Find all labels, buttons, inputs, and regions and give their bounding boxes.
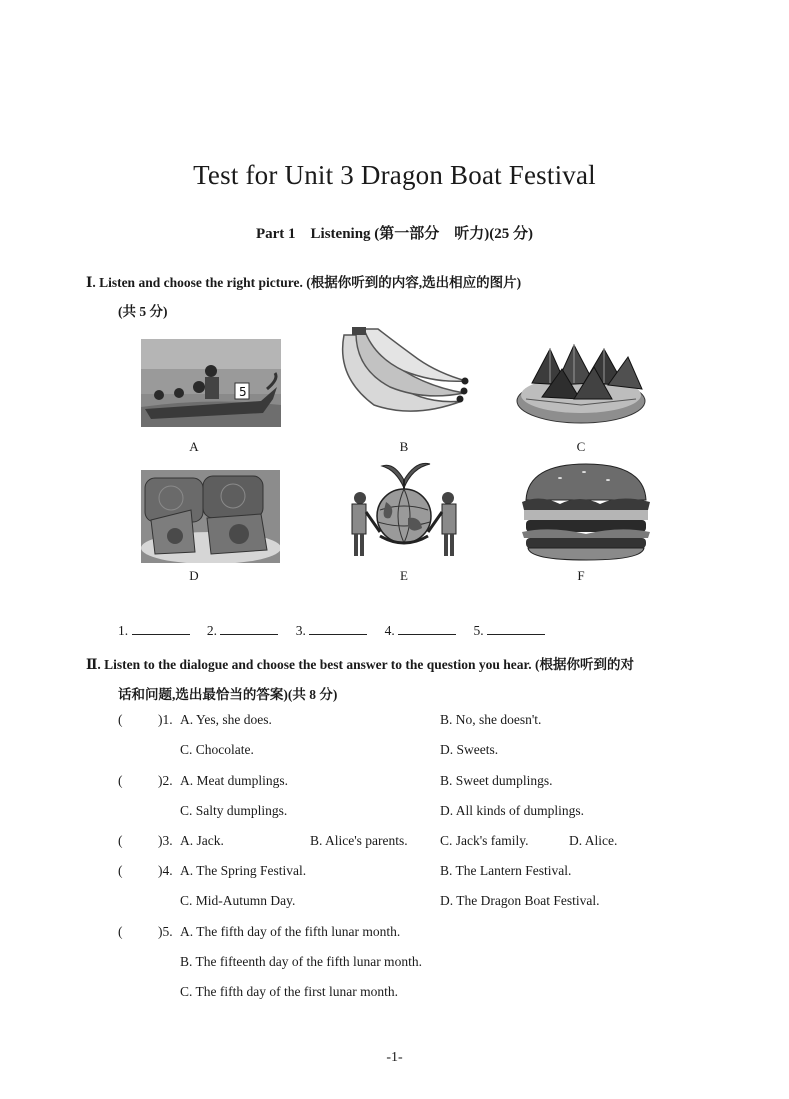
q3-number: )3.: [158, 833, 173, 848]
page-number: -1-: [386, 1050, 403, 1065]
answer-blank-5[interactable]: [487, 622, 545, 635]
q2-option-d: D. All kinds of dumplings.: [440, 803, 585, 818]
picture-label-e: E: [400, 568, 408, 583]
answer-blank-2[interactable]: [220, 622, 278, 635]
picture-e-globe-people: [346, 458, 462, 564]
picture-label-f: F: [577, 568, 585, 583]
picture-label-d: D: [189, 568, 199, 583]
q2-option-c: C. Salty dumplings.: [180, 803, 288, 818]
picture-b-bananas: [334, 327, 470, 417]
q3-option-d: D. Alice.: [569, 833, 618, 848]
q1-option-c: C. Chocolate.: [180, 742, 254, 757]
answer-blank-3[interactable]: [309, 622, 367, 635]
section2-heading-line1: Ⅱ. Listen to the dialogue and choose the best answer to the question you hear. (根据你听到的对: [86, 657, 635, 672]
blank-number-4: 4.: [384, 623, 395, 638]
section1-heading: Ⅰ. Listen and choose the right picture. (根据你听到的内容,选出相应的图片): [86, 275, 522, 290]
picture-d-mooncakes: [141, 470, 280, 563]
picture-f-hamburger: [520, 462, 652, 562]
q4-number: )4.: [158, 863, 173, 878]
q5-number: )5.: [158, 924, 173, 939]
page-title: Test for Unit 3 Dragon Boat Festival: [193, 160, 596, 190]
picture-c-zongzi: [512, 339, 650, 427]
q4-option-c: C. Mid-Autumn Day.: [180, 893, 296, 908]
q1-number: )1.: [158, 712, 173, 727]
q5-paren[interactable]: (: [118, 924, 123, 939]
answer-blanks-row: [118, 622, 559, 639]
q4-option-b: B. The Lantern Festival.: [440, 863, 572, 878]
blank-number-5: 5.: [473, 623, 484, 638]
q2-option-b: B. Sweet dumplings.: [440, 773, 553, 788]
q3-option-b: B. Alice's parents.: [310, 833, 408, 848]
blank-number-3: 3.: [295, 623, 306, 638]
blank-number-2: 2.: [206, 623, 217, 638]
q5-option-b: B. The fifteenth day of the fifth lunar month.: [180, 954, 422, 969]
svg-text:5: 5: [239, 385, 247, 399]
picture-label-b: B: [399, 439, 409, 454]
blank-number-1: 1.: [118, 623, 129, 638]
q4-paren[interactable]: (: [118, 863, 123, 878]
answer-blank-4[interactable]: [398, 622, 456, 635]
q3-paren[interactable]: (: [118, 833, 123, 848]
q1-option-a: A. Yes, she does.: [180, 712, 272, 727]
q1-option-b: B. No, she doesn't.: [440, 712, 542, 727]
q2-number: )2.: [158, 773, 173, 788]
picture-label-a: A: [189, 439, 199, 454]
section2-heading-line2: 话和问题,选出最恰当的答案)(共 8 分): [118, 687, 338, 702]
picture-a-dragon-boat: [141, 339, 281, 427]
part-heading: Part 1 Listening (第一部分 听力)(25 分): [255, 226, 534, 242]
picture-label-c: C: [576, 439, 586, 454]
answer-blank-1[interactable]: [132, 622, 190, 635]
q3-option-a: A. Jack.: [180, 833, 224, 848]
q5-option-c: C. The fifth day of the first lunar month.: [180, 984, 398, 999]
section1-points: (共 5 分): [118, 304, 168, 319]
q4-option-a: A. The Spring Festival.: [180, 863, 307, 878]
q2-option-a: A. Meat dumplings.: [180, 773, 288, 788]
q5-option-a: A. The fifth day of the fifth lunar month.: [180, 924, 401, 939]
q1-option-d: D. Sweets.: [440, 742, 499, 757]
q4-option-d: D. The Dragon Boat Festival.: [440, 893, 600, 908]
q1-paren[interactable]: (: [118, 712, 123, 727]
q3-option-c: C. Jack's family.: [440, 833, 529, 848]
q2-paren[interactable]: (: [118, 773, 123, 788]
